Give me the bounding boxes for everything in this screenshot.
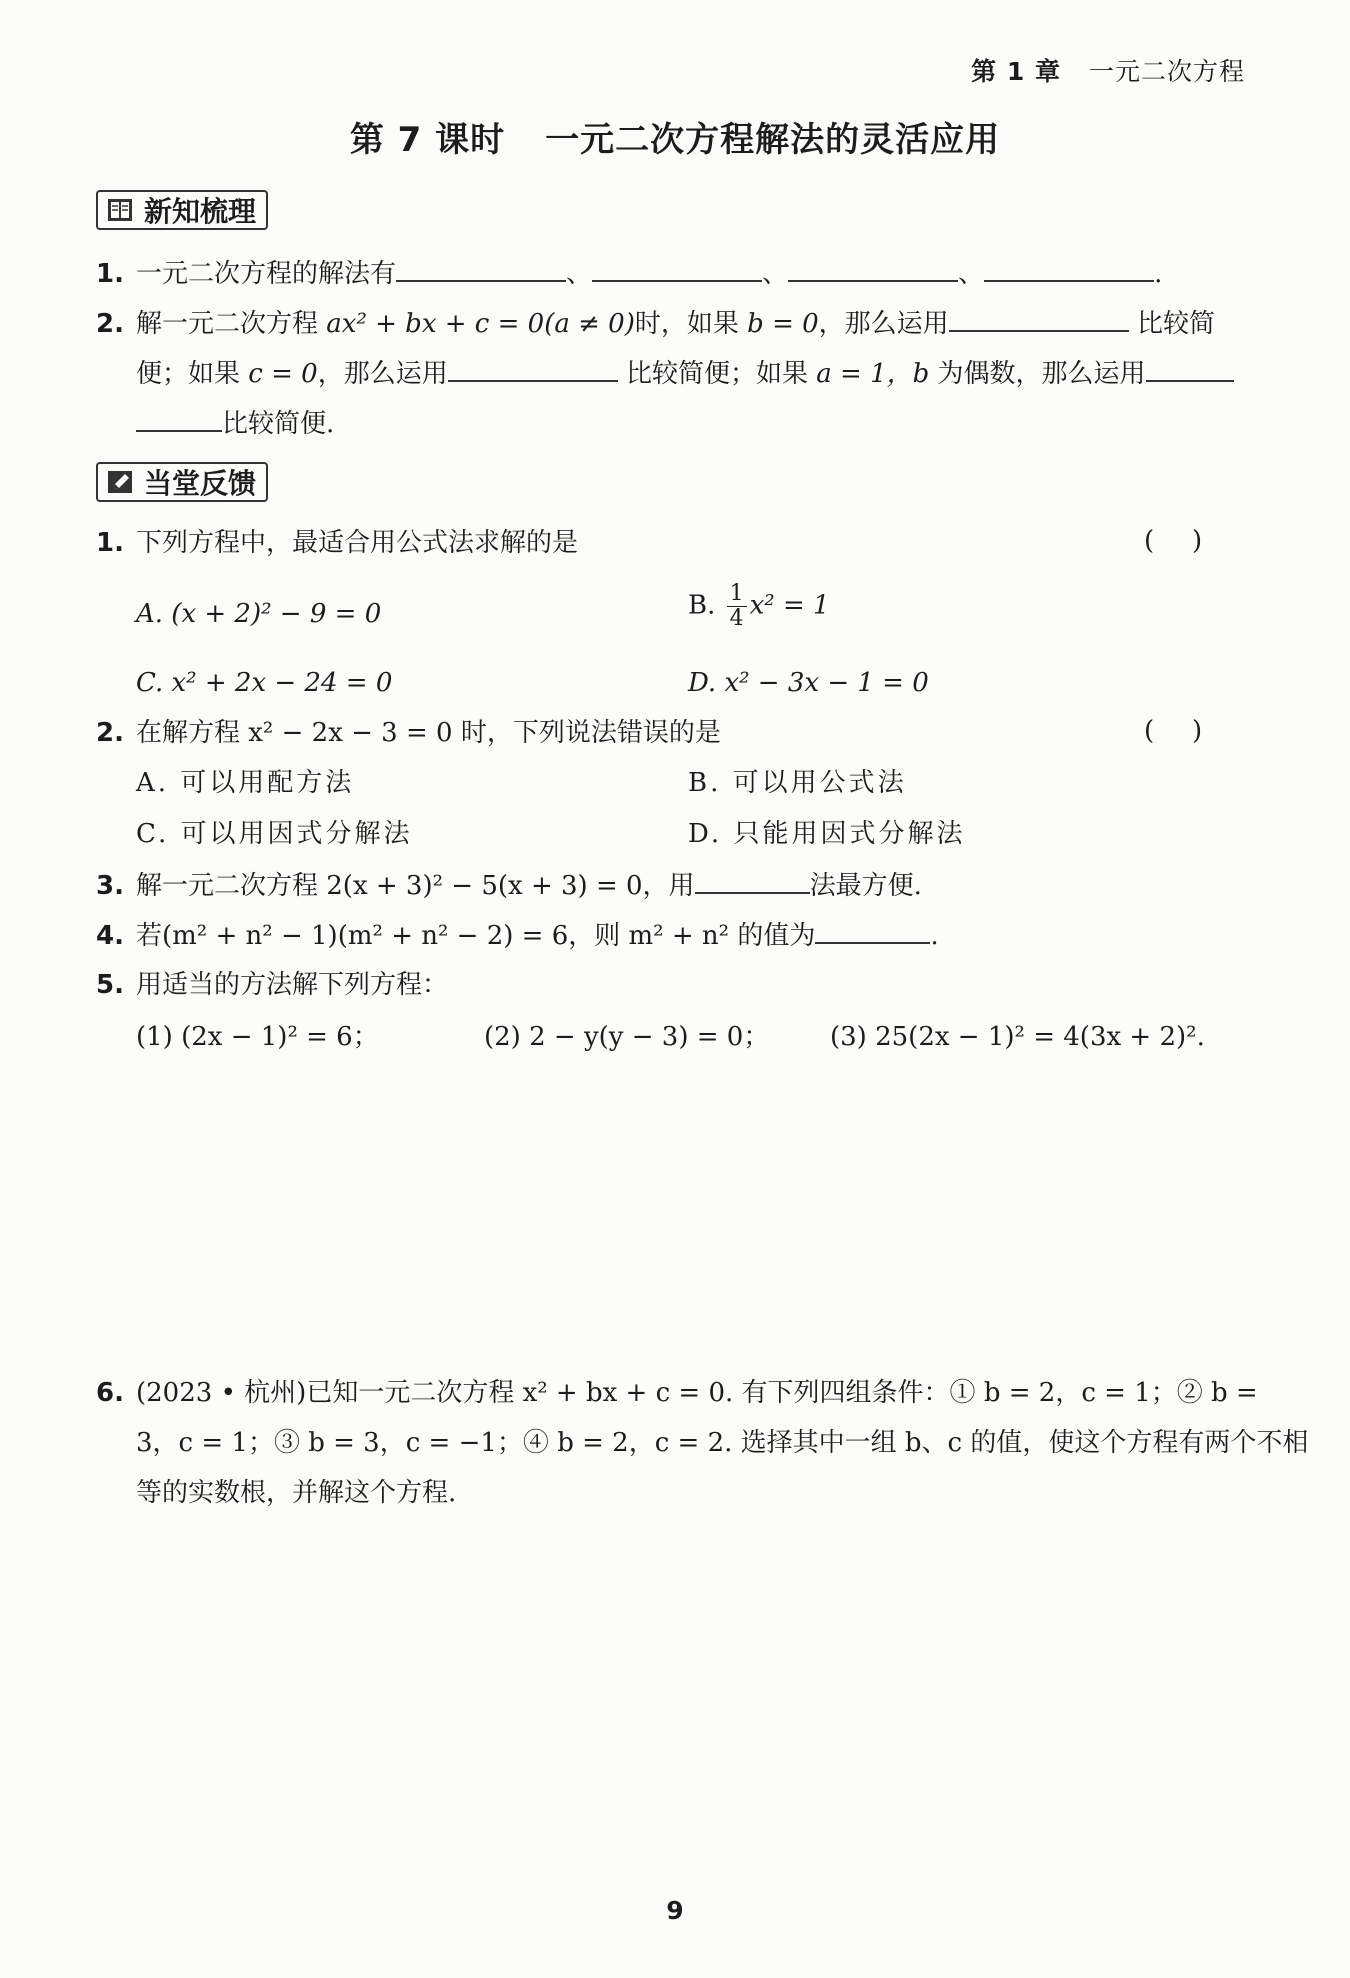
answer-blank[interactable] (1146, 356, 1234, 382)
answer-blank[interactable] (984, 256, 1154, 282)
fb-q2-option-d[interactable]: D. 只能用因式分解法 (688, 819, 966, 849)
answer-blank[interactable] (695, 868, 810, 894)
fb-question-5: 5. 用适当的方法解下列方程： (96, 970, 449, 1000)
lesson-number: 第 7 课时 (349, 120, 506, 160)
answer-blank[interactable] (815, 918, 930, 944)
section-new-knowledge (96, 190, 268, 230)
page-number: 9 (666, 1896, 684, 1925)
answer-blank[interactable] (592, 256, 762, 282)
fb-question-6: 6. (2023 • 杭州)已知一元二次方程 x² + bx + c = 0. 有下列四组条件：① b = 2，c = 1；② b = (96, 1378, 1258, 1408)
fb-question-6-line-3: 等的实数根，并解这个方程. (136, 1478, 457, 1508)
fb-question-2: 2. 在解方程 x² − 2x − 3 = 0 时，下列说法错误的是 (96, 718, 721, 748)
section-feedback (96, 462, 268, 502)
nk-question-1: 1. 一元二次方程的解法有 、 、 、 . (96, 256, 1162, 291)
section-title: 当堂反馈 (144, 467, 257, 500)
pencil-icon (106, 468, 134, 496)
answer-blank[interactable] (136, 406, 222, 432)
answer-bracket[interactable]: ( ) (1144, 526, 1203, 556)
fb-q5-part-1: (1) (2x − 1)² = 6； (136, 1022, 379, 1052)
book-icon (106, 196, 134, 224)
answer-blank[interactable] (448, 356, 618, 382)
lesson-title (0, 112, 1350, 161)
fb-question-3: 3. 解一元二次方程 2(x + 3)² − 5(x + 3) = 0，用 法最方便. (96, 868, 922, 903)
fb-q1-option-d[interactable]: D. x² − 3x − 1 = 0 (688, 668, 929, 698)
nk-question-2: 2. 解一元二次方程 ax² + bx + c = 0(a ≠ 0)时，如果 b = 0，那么运用 比较简 (96, 306, 1215, 341)
fb-question-1: 1. 下列方程中，最适合用公式法求解的是 (96, 528, 579, 558)
answer-blank[interactable] (949, 306, 1129, 332)
section-title: 新知梳理 (144, 195, 257, 228)
lesson-name: 一元二次方程解法的灵活应用 (545, 120, 1001, 160)
fb-q2-option-b[interactable]: B. 可以用公式法 (688, 768, 907, 798)
chapter-title: 一元二次方程 (1088, 57, 1245, 86)
fb-q2-option-a[interactable]: A. 可以用配方法 (136, 768, 355, 798)
answer-blank[interactable] (396, 256, 566, 282)
fb-question-4: 4. 若(m² + n² − 1)(m² + n² − 2) = 6，则 m² + n² 的值为 . (96, 918, 939, 953)
nk-question-2-line-3: 比较简便. (136, 406, 334, 441)
fb-q1-option-c[interactable]: C. x² + 2x − 24 = 0 (136, 668, 393, 698)
fb-q1-option-a[interactable]: A. (x + 2)² − 9 = 0 (136, 599, 382, 629)
fb-q2-option-c[interactable]: C. 可以用因式分解法 (136, 819, 413, 849)
chapter-header (971, 52, 1245, 88)
fb-q5-part-2: (2) 2 − y(y − 3) = 0； (484, 1022, 770, 1052)
nk-question-2-line-2: 便；如果 c = 0，那么运用 比较简便；如果 a = 1，b 为偶数，那么运用 (136, 356, 1234, 391)
fb-q5-part-3: (3) 25(2x − 1)² = 4(3x + 2)². (830, 1022, 1205, 1052)
chapter-number: 第 1 章 (971, 57, 1061, 86)
fraction: $\frac{1}{4}$ (727, 582, 747, 631)
answer-bracket[interactable]: ( ) (1144, 716, 1203, 746)
fb-question-6-line-2: 3，c = 1；③ b = 3，c = −1；④ b = 2，c = 2. 选择其中一组 b、c 的值，使这个方程有两个不相 (136, 1428, 1309, 1458)
answer-blank[interactable] (788, 256, 958, 282)
fb-q1-option-b[interactable]: B. $\frac{1}{4}$ x² = 1 (688, 581, 830, 631)
